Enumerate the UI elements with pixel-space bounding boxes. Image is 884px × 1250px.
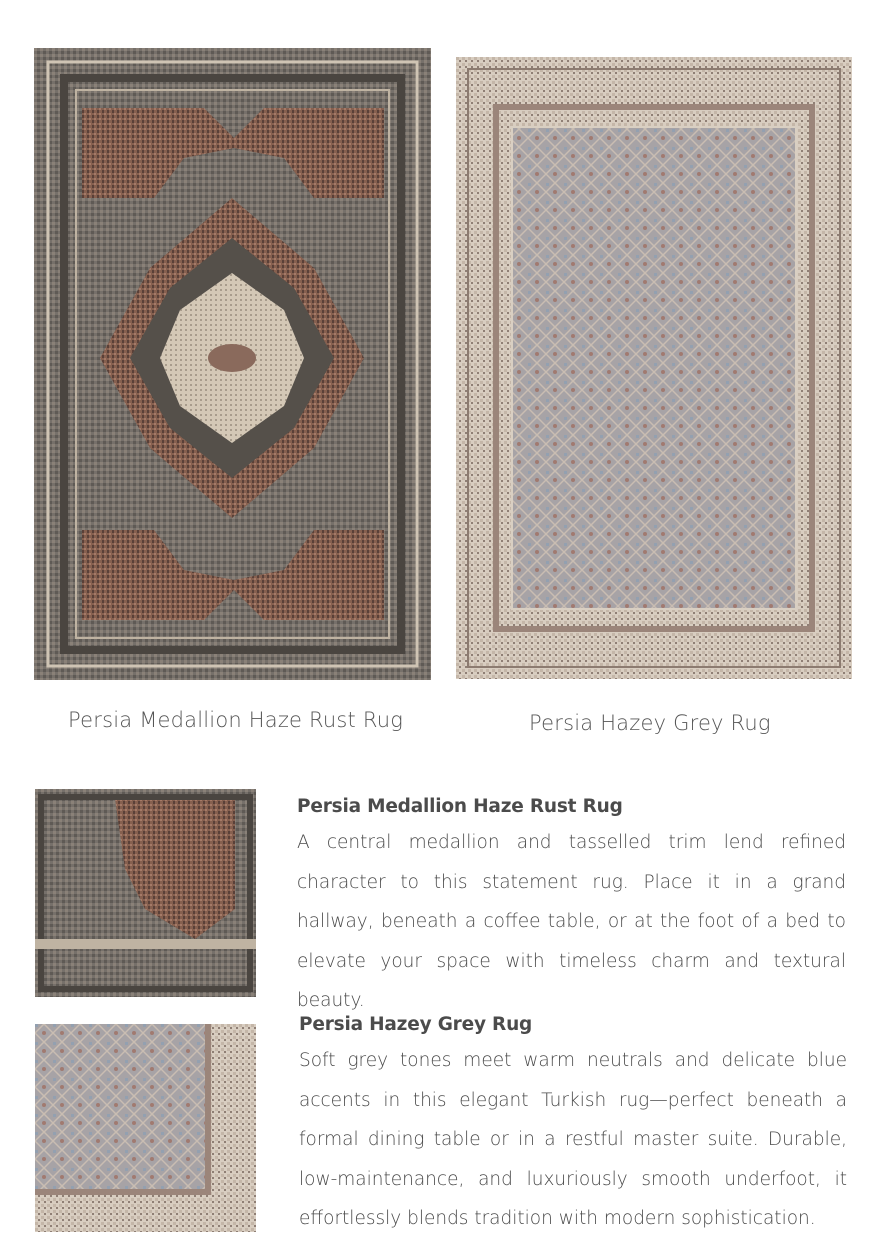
product-description-grey [299,1014,847,1239]
caption-grey-rug: Persia Hazey Grey Rug [529,711,771,735]
medallion-rug-detail-image [35,789,256,997]
product-title: Persia Medallion Haze Rust Rug [297,796,623,817]
product-description-medallion [297,796,846,1021]
grey-rug-detail-image [35,1024,256,1232]
grey-rug-image [456,57,852,679]
caption-medallion-rug: Persia Medallion Haze Rust Rug [68,708,404,732]
product-description-text: A central medallion and tasselled trim lend refined character to this statement rug. Place it in a grand hallway, beneath a coffee table, or at the foot of a bed to elevate your space with timeless charm and textural beauty. [297,832,846,1011]
product-title: Persia Hazey Grey Rug [299,1014,533,1035]
medallion-rug-image [34,48,431,680]
product-description-text: Soft grey tones meet warm neutrals and delicate blue accents in this elegant Turkish rug—perfect beneath a formal dining table or in a restful master suite. Durable, low-maintenance, and luxuriously smooth underfoot, it effortlessly blends tradition with modern sophistication. [299,1050,847,1229]
